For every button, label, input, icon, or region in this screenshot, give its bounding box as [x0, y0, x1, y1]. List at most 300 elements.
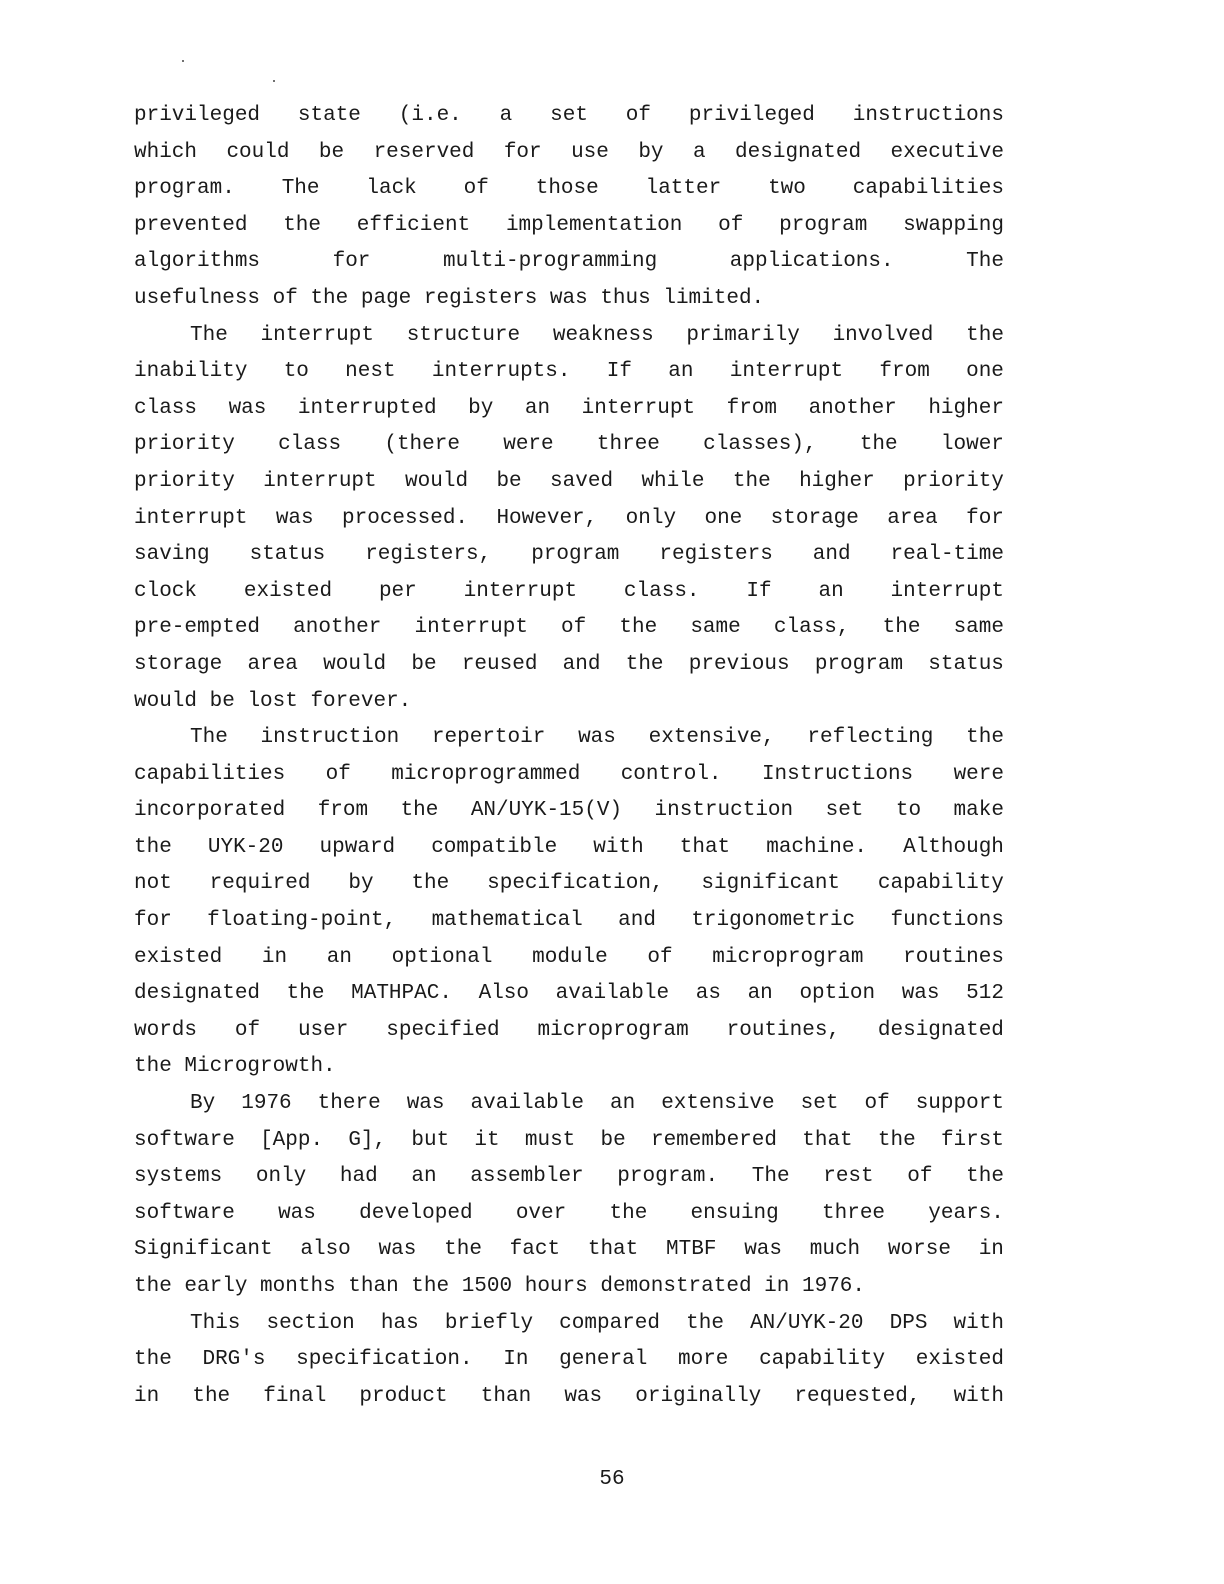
word: and	[812, 543, 851, 567]
word: by	[638, 140, 664, 164]
scan-speck	[273, 80, 275, 82]
word: By	[190, 1092, 216, 1116]
word: priority	[903, 469, 1004, 493]
word: that	[679, 835, 731, 859]
word: in	[978, 1238, 1004, 1262]
word: required	[209, 872, 311, 896]
word: multi-programming	[442, 250, 658, 274]
text-line	[134, 757, 1004, 794]
word: storage	[770, 506, 859, 530]
word: routines	[903, 945, 1004, 969]
word: interrupts.	[431, 360, 571, 384]
word: two	[768, 177, 806, 201]
word: Also	[478, 982, 530, 1006]
word: requested,	[794, 1384, 921, 1408]
word: specified	[386, 1018, 500, 1042]
text-line	[134, 684, 1004, 721]
word: also	[300, 1238, 351, 1262]
word: software	[134, 1128, 235, 1152]
text-line	[134, 427, 1004, 464]
word: more	[677, 1348, 729, 1372]
word: with	[953, 1384, 1004, 1408]
word: those	[535, 177, 599, 201]
word: must	[524, 1128, 576, 1152]
text-line	[134, 98, 1004, 135]
word: saving	[134, 543, 210, 567]
word: the	[134, 1275, 185, 1298]
word: lower	[940, 433, 1004, 457]
word: routines,	[726, 1018, 841, 1042]
word: privileged	[134, 104, 261, 127]
word: Significant	[134, 1238, 273, 1262]
word: floating-point,	[207, 909, 397, 933]
word: registers	[423, 286, 550, 310]
word: be	[318, 140, 345, 164]
word: classes),	[703, 433, 817, 457]
word: interrupt	[414, 616, 528, 640]
word: executive	[890, 140, 1004, 164]
word: AN/UYK-15(V)	[470, 799, 623, 823]
word: for	[966, 506, 1004, 530]
word: program	[779, 213, 868, 237]
text-line	[134, 135, 1004, 172]
word: area	[887, 506, 938, 530]
word: microprogram	[537, 1018, 689, 1042]
word: of	[625, 104, 651, 127]
word: rest	[823, 1165, 874, 1189]
word: only	[625, 506, 677, 530]
word: to	[895, 799, 922, 823]
word: AN/UYK-20	[750, 1311, 864, 1335]
word: Instructions	[761, 762, 914, 786]
word: the	[966, 1165, 1004, 1189]
word: 512	[966, 982, 1004, 1006]
word: the	[134, 835, 172, 859]
word: capabilities	[852, 177, 1004, 201]
word: latter	[645, 177, 722, 201]
word: could	[226, 140, 290, 164]
word: over	[515, 1201, 567, 1225]
word: optional	[391, 945, 493, 969]
word: originally	[635, 1384, 762, 1408]
word: extensive,	[648, 726, 775, 750]
word: [App.	[260, 1128, 324, 1152]
word: user	[297, 1018, 349, 1042]
word: program.	[134, 177, 235, 201]
word: as	[695, 982, 721, 1006]
word: than	[480, 1384, 532, 1408]
word: prevented	[134, 213, 248, 237]
word: class,	[773, 616, 850, 640]
word: (there	[384, 433, 460, 457]
word: the	[444, 1238, 482, 1262]
word: of	[325, 762, 351, 786]
word: applications.	[729, 250, 894, 274]
word: 1976.	[801, 1275, 865, 1298]
word: lost	[247, 689, 311, 713]
word: would	[405, 469, 469, 493]
word: an	[818, 579, 844, 603]
word: program	[814, 652, 904, 676]
word: However,	[496, 506, 598, 530]
word: demonstrated	[600, 1275, 765, 1298]
word: the	[609, 1201, 648, 1225]
text-line	[134, 208, 1004, 245]
word: interrupt	[134, 506, 248, 530]
word: implementation	[505, 213, 683, 237]
word: from	[317, 799, 369, 823]
word: fact	[509, 1238, 561, 1262]
text-line	[134, 976, 1004, 1013]
text-line	[134, 903, 1004, 940]
word: with	[953, 1311, 1004, 1335]
text-line	[134, 1379, 1004, 1416]
word: class	[278, 433, 342, 457]
word: privileged	[688, 104, 815, 127]
text-line	[134, 610, 1004, 647]
word: swapping	[903, 213, 1004, 237]
word: The	[281, 177, 320, 201]
word: was	[744, 1238, 782, 1262]
word: program.	[617, 1165, 719, 1189]
word: an	[524, 396, 551, 420]
word: of	[272, 286, 311, 310]
word: algorithms	[134, 250, 261, 274]
word: the	[882, 616, 921, 640]
word: of	[234, 1018, 261, 1042]
word: the	[192, 1384, 231, 1408]
word: has	[380, 1311, 419, 1335]
word: was	[378, 1238, 417, 1262]
word: capabilities	[134, 762, 286, 786]
word: to	[283, 360, 309, 384]
word: the	[966, 323, 1004, 347]
word: the	[310, 286, 361, 310]
word: specification.	[296, 1348, 473, 1372]
word: were	[953, 762, 1004, 786]
word: extensive	[661, 1092, 775, 1116]
word: existed	[243, 579, 333, 603]
word: hours	[524, 1275, 601, 1298]
word: be	[209, 689, 248, 713]
word: (i.e.	[398, 104, 462, 127]
word: in	[134, 1384, 160, 1408]
body-text	[134, 98, 1004, 1415]
word: be	[600, 1128, 626, 1152]
word: processed.	[342, 506, 469, 530]
word: the	[411, 872, 450, 896]
word: control.	[620, 762, 722, 786]
word: by	[468, 396, 494, 420]
word: storage	[134, 652, 223, 676]
word: another	[293, 616, 382, 640]
word: be	[411, 652, 437, 676]
word: product	[359, 1384, 448, 1408]
word: structure	[406, 323, 521, 347]
word: compared	[559, 1311, 660, 1335]
word: incorporated	[134, 799, 286, 823]
word: microprogrammed	[391, 762, 581, 786]
word: had	[339, 1165, 378, 1189]
word: forever.	[310, 689, 412, 713]
word: general	[559, 1348, 648, 1372]
text-line	[134, 537, 1004, 574]
word: of	[718, 213, 744, 237]
word: worse	[887, 1238, 951, 1262]
word: saved	[550, 469, 614, 493]
word: that	[587, 1238, 639, 1262]
word: efficient	[356, 213, 471, 237]
word: words	[134, 1018, 198, 1042]
word: only	[255, 1165, 307, 1189]
word: registers	[659, 543, 773, 567]
word: which	[134, 140, 198, 164]
scan-speck	[182, 60, 184, 62]
word: MTBF	[666, 1238, 717, 1262]
word: interrupt	[463, 579, 578, 603]
word: machine.	[766, 835, 868, 859]
word: an	[411, 1165, 437, 1189]
word: the	[134, 1348, 172, 1372]
word: available	[555, 982, 670, 1006]
word: inability	[134, 360, 248, 384]
text-line	[134, 1049, 1004, 1086]
word: status	[928, 652, 1004, 676]
word: from	[726, 396, 778, 420]
word: the	[134, 1055, 185, 1079]
word: usefulness	[134, 286, 273, 310]
word: than	[348, 1275, 412, 1298]
word: interrupt	[890, 579, 1004, 603]
word: the	[686, 1311, 724, 1335]
word: remembered	[650, 1128, 777, 1152]
word: the	[619, 616, 658, 640]
word: priority	[134, 433, 235, 457]
word: DRG's	[202, 1348, 266, 1372]
word: MATHPAC.	[351, 982, 452, 1006]
word: same	[953, 616, 1004, 640]
word: a	[692, 140, 706, 164]
word: with	[593, 835, 644, 859]
word: in	[764, 1275, 802, 1298]
word: three	[596, 433, 660, 457]
text-line	[134, 391, 1004, 428]
word: early	[184, 1275, 261, 1298]
word: existed	[915, 1348, 1004, 1372]
text-line	[134, 574, 1004, 611]
word: section	[266, 1311, 355, 1335]
word: the	[286, 982, 325, 1006]
text-line	[134, 318, 1004, 355]
word: mathematical	[431, 909, 583, 933]
word: functions	[890, 909, 1004, 933]
word: of	[864, 1092, 890, 1116]
word: for	[134, 909, 172, 933]
text-line	[134, 720, 1004, 757]
word: the	[283, 213, 321, 237]
word: was	[564, 1384, 603, 1408]
text-line	[134, 830, 1004, 867]
word: that	[802, 1128, 853, 1152]
word: lack	[366, 177, 417, 201]
word: trigonometric	[691, 909, 856, 933]
word: in	[261, 945, 288, 969]
word: of	[647, 945, 673, 969]
word: G],	[348, 1128, 387, 1152]
word: the	[400, 799, 439, 823]
word: the	[877, 1128, 916, 1152]
text-line	[134, 647, 1004, 684]
word: by	[348, 872, 374, 896]
word: there	[317, 1092, 381, 1116]
word: nest	[345, 360, 396, 384]
word: class	[134, 396, 198, 420]
word: be	[496, 469, 522, 493]
word: higher	[928, 396, 1004, 420]
word: module	[532, 945, 608, 969]
word: class.	[623, 579, 700, 603]
word: This	[190, 1311, 241, 1335]
text-line	[134, 1123, 1004, 1160]
text-line	[134, 171, 1004, 208]
word: clock	[134, 579, 198, 603]
word: 1976	[241, 1092, 292, 1116]
word: area	[247, 652, 298, 676]
word: the	[859, 433, 898, 457]
word: higher	[799, 469, 875, 493]
word: 1500	[461, 1275, 525, 1298]
word: an	[668, 360, 694, 384]
word: were	[503, 433, 554, 457]
word: was	[901, 982, 940, 1006]
word: interrupt	[260, 323, 374, 347]
word: was	[578, 726, 616, 750]
word: software	[134, 1201, 235, 1225]
word: available	[470, 1092, 584, 1116]
word: for	[503, 140, 542, 164]
word: The	[190, 323, 228, 347]
word: systems	[134, 1165, 223, 1189]
text-line	[134, 1013, 1004, 1050]
word: weakness	[552, 323, 654, 347]
word: designated	[134, 982, 261, 1006]
word: microprogram	[712, 945, 864, 969]
word: the	[625, 652, 664, 676]
word: interrupt	[581, 396, 696, 420]
word: limited.	[663, 286, 765, 310]
word: specification,	[487, 872, 664, 896]
word: it	[474, 1128, 500, 1152]
word: capability	[877, 872, 1004, 896]
word: option	[799, 982, 876, 1006]
word: of	[907, 1165, 933, 1189]
text-line	[134, 1269, 1004, 1306]
word: existed	[134, 945, 223, 969]
text-line	[134, 464, 1004, 501]
word: one	[704, 506, 743, 530]
word: previous	[688, 652, 790, 676]
text-line	[134, 354, 1004, 391]
word: an	[326, 945, 352, 969]
word: instruction	[260, 726, 400, 750]
word: The	[751, 1165, 790, 1189]
word: was	[278, 1201, 316, 1225]
word: use	[571, 140, 609, 164]
word: of	[561, 616, 587, 640]
word: DPS	[889, 1311, 928, 1335]
word: If	[746, 579, 772, 603]
text-line	[134, 1196, 1004, 1233]
word: UYK-20	[207, 835, 284, 859]
word: primarily	[686, 323, 800, 347]
word: years.	[928, 1201, 1004, 1225]
word: of	[463, 177, 489, 201]
word: thus	[600, 286, 664, 310]
word: an	[747, 982, 773, 1006]
text-line	[134, 244, 1004, 281]
page-number: 56	[599, 1468, 625, 1491]
word: set	[825, 799, 864, 823]
word: reserved	[373, 140, 475, 164]
word: set	[550, 104, 588, 127]
word: another	[808, 396, 897, 420]
word: significant	[701, 872, 841, 896]
word: upward	[319, 835, 396, 859]
word: program	[531, 543, 620, 567]
word: designated	[877, 1018, 1004, 1042]
word: interrupt	[263, 469, 377, 493]
text-line	[134, 1306, 1004, 1343]
word: interrupted	[297, 396, 437, 420]
text-line	[134, 1086, 1004, 1123]
text-line	[134, 1232, 1004, 1269]
word: was	[549, 286, 601, 310]
word: from	[879, 360, 930, 384]
text-line	[134, 940, 1004, 977]
word: ensuing	[690, 1201, 779, 1225]
word: reflecting	[807, 726, 934, 750]
word: assembler	[470, 1165, 584, 1189]
word: interrupt	[729, 360, 844, 384]
word: page	[360, 286, 424, 310]
word: three	[822, 1201, 886, 1225]
text-line	[134, 793, 1004, 830]
word: while	[641, 469, 705, 493]
word: designated	[735, 140, 862, 164]
word: repertoir	[431, 726, 546, 750]
word: one	[966, 360, 1004, 384]
word: was	[275, 506, 314, 530]
word: capability	[759, 1348, 886, 1372]
word: first	[940, 1128, 1004, 1152]
word: If	[606, 360, 632, 384]
word: make	[953, 799, 1004, 823]
text-line	[134, 501, 1004, 538]
word: compatible	[431, 835, 558, 859]
word: a	[499, 104, 513, 127]
word: final	[263, 1384, 327, 1408]
word: not	[134, 872, 172, 896]
word: instruction	[654, 799, 794, 823]
word: Microgrowth.	[184, 1055, 336, 1079]
word: the	[966, 726, 1004, 750]
word: pre-empted	[134, 616, 261, 640]
word: In	[503, 1348, 529, 1372]
word: would	[323, 652, 387, 676]
word: the	[732, 469, 771, 493]
word: for	[332, 250, 371, 274]
word: the	[411, 1275, 462, 1298]
